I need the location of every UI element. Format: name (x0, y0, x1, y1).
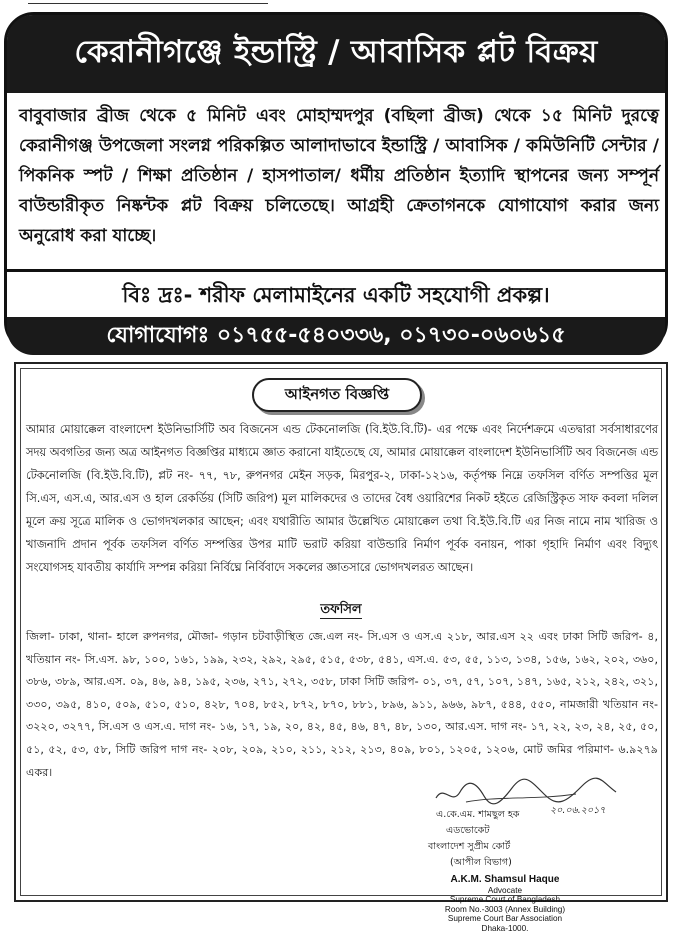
ad-divider (7, 269, 665, 272)
ad-contact-bar: যোগাযোগঃ ০১৭৫৫-৫৪০৩৩৬, ০১৭৩০-০৬০৬১৫ (7, 317, 665, 355)
signatory-name-bn: এ.কে.এম. শামছুল হক (436, 809, 520, 820)
signatory-court-bn: বাংলাদেশ সুপ্রীম কোর্ট (428, 841, 511, 852)
signatory-division-bn: (আপীল বিভাগ) (450, 857, 512, 868)
ad-body-text: বাবুবাজার ব্রীজ থেকে ৫ মিনিট এবং মোহাম্মদপুর (বছিলা ব্রীজ) থেকে ১৫ মিনিট দুরত্বে কেরানীগঞ্জ উপজেলা সংলগ্ন পরিকল্পিত আলাদাভাবে ইন্ডাস্ট্রি / আবাসিক / কমিউনিটি সেন্টার / পিকনিক স্পট / শিক্ষা প্রতিষ্ঠান / হাসপাতাল/ ধর্মীয় প্রতিষ্ঠান ইত্যাদি স্থাপনের জন্য সম্পূর্ন বাউন্ডারীকৃত নিষ্কন্টক প্লট বিক্রয় চলিতেছে। আগ্রহী ক্রেতাগনকে যোগাযোগ করার জন্য অনুরোধ করা যাচ্ছে। (19, 106, 659, 246)
legal-notice-heading: আইনগত বিজ্ঞপ্তি (252, 378, 422, 412)
schedule-details: জিলা- ঢাকা, থানা- হালে রুপনগর, মৌজা- গড়ান চটবাড়ীস্থিত জে.এল নং- সি.এস ও এস.এ ২১৮, আর.এস ২২ এবং ঢাকা সিটি জরিপ- ৪, খতিয়ান নং- সি.এস. ৯৮, ১০০, ১৬১, ১৯৯, ২৩২, ২৯২, ২৯৫, ৫১৫, ৫৩৮, ৫৪১, এস.এ. ৫৩, ৫৫, ১১৩, ১৩৪, ১৫৬, ১৬২, ২০২, ৩৬০, ৩৮৬, ৩৮৯, আর.এস. ০৯, ৪৬, ৯৪, ১৯৫, ২৩৬, ২৭১, ২৭২, ৩৫৮, ঢাকা সিটি জরিপ- ০১, ৩৭, ৫৭, ১০৭, ১৪৭, ১৬৫, ২১২, ২৪২, ৩২১, ৩৩০, ৩৯৫, ৪১০, ৫০৯, ৫১০, ৫১০, ৪২৮, ৭০৪, ৮৫২, ৮৭২, ৮৭০, ৮৮১, ৮৯৬, ৯১১, ৯৬৬, ৯৮৭, ৫৪৪, ৫৫০, নামজারী খতিয়ান নং- ৩২২০, ৩২৭৭, সি.এস ও এস.এ. দাগ নং- ১৬, ১৭, ১৯, ২০, ৪২, ৪৫, ৪৬, ৪৭, ৪৮, ১৩০, আর.এস. দাগ নং- ১৭, ২২, ২৩, ২৪, ২৫, ৫০, ৫১, ৫২, ৫৩, ৫৮, সিটি জরিপ দাগ নং- ২০৮, ২০৯, ২১০, ২১১, ২১২, ২১৩, ৪০৯, ৮০১, ১২০৫, ১২০৬, মোট জমির পরিমাণ- ৬.৯২৭৯ একর। (26, 630, 658, 779)
ad-title: কেরানীগঞ্জে ইন্ডাস্ট্রি / আবাসিক প্লট বিক্রয় (74, 34, 598, 70)
signatory-title-en: Advocate (487, 886, 523, 895)
signatory-court-en: Supreme Court of Bangladesh (449, 895, 561, 905)
clipped-previous-ad (0, 0, 675, 10)
signatory-assoc-en: Supreme Court Bar Association (447, 914, 563, 924)
ad-sponsor-note: বিঃ দ্রঃ- শরীফ মেলামাইনের একটি সহযোগী প্রকল্প। (122, 283, 550, 307)
schedule-heading (16, 600, 666, 621)
signatory-room-en: Room No.-3003 (Annex Building) (444, 904, 566, 914)
signatory-name-en: A.K.M. Shamsul Haque (450, 874, 560, 885)
signatory-stamp-en (420, 874, 590, 933)
signatory-title-bn: এডভোকেট (446, 825, 490, 836)
ad-header-bar (7, 15, 665, 93)
legal-notice-paragraph: আমার মোয়াক্কেল বাংলাদেশ ইউনিভার্সিটি অব বিজনেস এন্ড টেকনোলজি (বি.ইউ.বি.টি)- এর পক্ষে এবং নির্দেশক্রমে এতদ্বারা সর্বসাধারণের সদয় অবগতির জন্য অত্র আইনগত বিজ্ঞপ্তির মাধ্যমে জ্ঞাত করানো যাইতেছে যে, আমার মোয়াক্কেল বাংলাদেশ ইউনিভার্সিটি অব বিজনেজ এন্ড টেকনোলজি (বি.ইউ.বি.টি), প্লট নং- ৭৭, ৭৮, রুপনগর মেইন সড়ক, মিরপুর-২, ঢাকা-১২১৬, কর্তৃপক্ষ নিম্নে তফসিল বর্ণিত সম্পত্তির মূল সি.এস, এস.এ, আর.এস ও হাল রেকর্ডিয় (সিটি জরিপ) মূল মালিকদের ও তাদের বৈধ ওয়ারিশের নিকট হইতে রেজিস্ট্রিকৃত সাফ কবলা দলিল মূলে ক্রয় সূত্রে মালিক ও ভোগদখলকার আছেন; এবং যথারীতি আমার উল্লেখিত মোয়াক্কেল তথা বি.ইউ.বি.টি এর নিজ নামে নাম খারিজ ও খাজনাদি প্রদান পূর্বক তফসিল বর্ণিত সম্পত্তির উপর মাটি ভরাট করিয়া বাউন্ডারি নির্মাণ পূর্বক বনায়ন, পাকা গৃহাদি নির্মাণ এবং বিদ্যুৎ সংযোগসহ যাবতীয় কার্যাদি সম্পন্ন করিয়া নির্বিঘ্নে নির্বিবাদে সকলের জ্ঞাতসারে ভোগদখলরত আছেন। (26, 423, 658, 574)
signature-date: ২০.০৬.২০১৭ (550, 805, 606, 816)
clipped-border (28, 0, 268, 4)
signatory-city-en: Dhaka-1000. (481, 923, 529, 933)
schedule-heading-text: তফসিল (320, 602, 362, 617)
legal-notice (14, 362, 668, 933)
plot-sale-advertisement (4, 12, 668, 352)
